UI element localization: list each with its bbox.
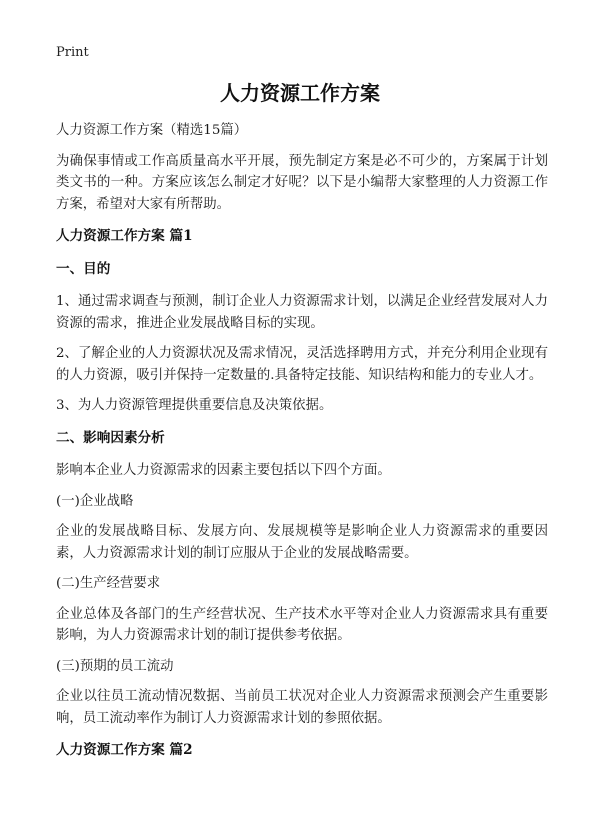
factor-1-text: 企业的发展战略目标、发展方向、发展规模等是影响企业人力资源需求的重要因素，人力资源需求计划的制订应服从于企业的发展战略需要。	[56, 524, 548, 561]
subtitle: 人力资源工作方案（精选15篇）	[56, 123, 248, 138]
factors-intro: 影响本企业人力资源需求的因素主要包括以下四个方面。	[56, 463, 391, 478]
print-label: Print	[56, 45, 89, 60]
goal-item-3: 3、为人力资源管理提供重要信息及决策依据。	[56, 398, 333, 413]
factors-heading: 二、影响因素分析	[56, 429, 165, 446]
factor-2-title: (二)生产经营要求	[56, 576, 161, 591]
factor-1-title: (一)企业战略	[56, 493, 134, 509]
document-body	[56, 120, 548, 762]
factor-3-title: (三)预期的员工流动	[56, 658, 174, 674]
goal-heading: 一、目的	[56, 260, 111, 277]
goal-item-1: 1、通过需求调查与预测，制订企业人力资源需求计划，以满足企业经营发展对人力资源的需求，推进企业发展战略目标的实现。	[56, 294, 548, 331]
section-heading-1: 人力资源工作方案 篇1	[56, 228, 193, 244]
factor-2-text: 企业总体及各部门的生产经营状况、生产技术水平等对企业人力资源需求具有重要影响，为人力资源需求计划的制订提供参考依据。	[56, 606, 548, 643]
factor-3-text: 企业以往员工流动情况数据、当前员工状况对企业人力资源需求预测会产生重要影响，员工流动率作为制订人力资源需求计划的参照依据。	[56, 689, 548, 726]
intro-paragraph: 为确保事情或工作高质量高水平开展，预先制定方案是必不可少的，方案属于计划类文书的一种。方案应该怎么制定才好呢？以下是小编帮大家整理的人力资源工作方案，希望对大家有所帮助。	[56, 153, 548, 212]
page-title: 人力资源工作方案	[220, 81, 380, 105]
section-heading-2: 人力资源工作方案 篇2	[56, 742, 193, 758]
goal-item-2: 2、了解企业的人力资源状况及需求情况，灵活选择聘用方式，并充分利用企业现有的人力资源，吸引并保持一定数量的.具备特定技能、知识结构和能力的专业人才。	[56, 346, 548, 383]
